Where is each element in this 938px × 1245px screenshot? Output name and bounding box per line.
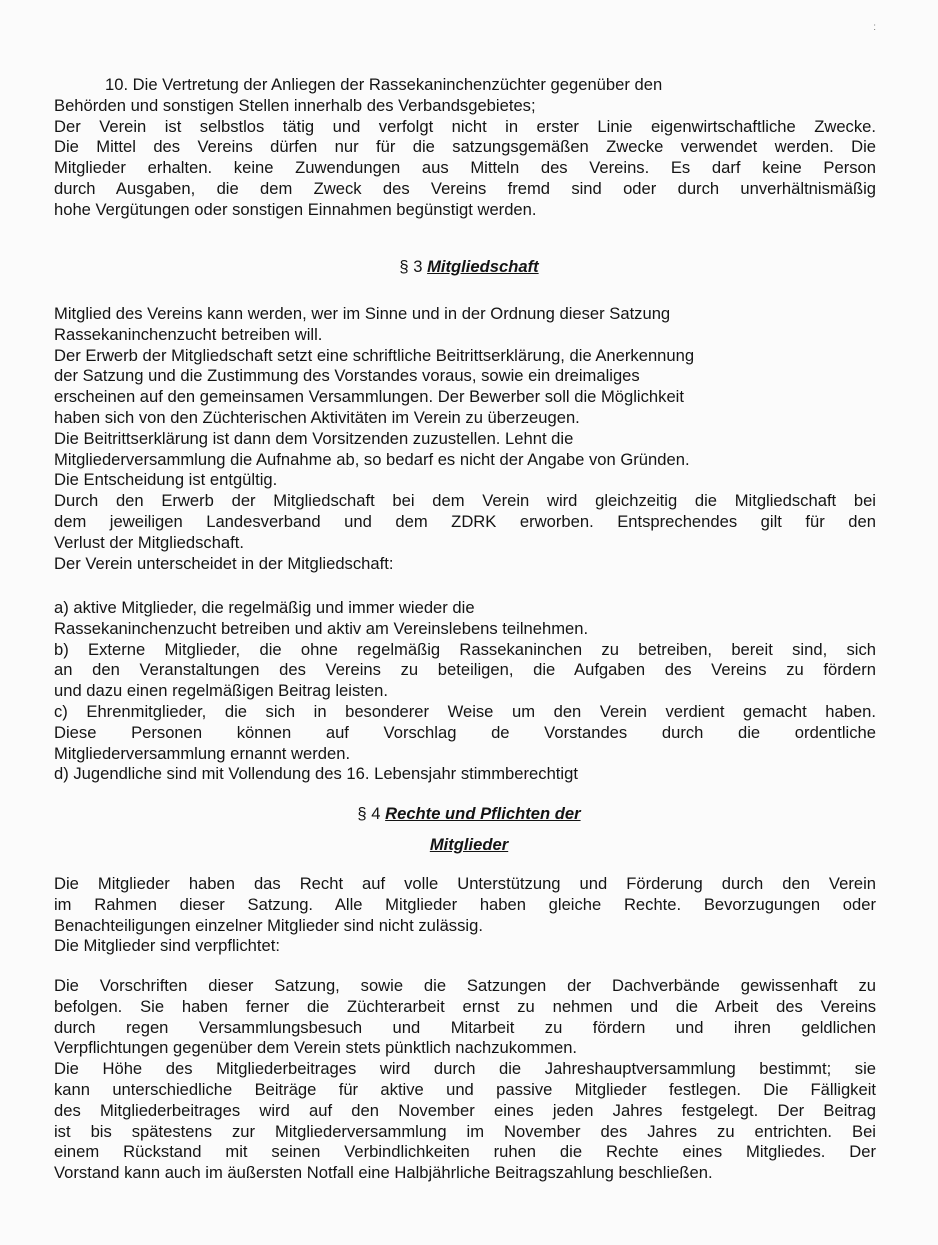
- text-line: Die Mitglieder sind verpflichtet:: [54, 936, 280, 956]
- text-line: Verpflichtungen gegenüber dem Verein stets pünktlich nachzukommen.: [54, 1038, 578, 1058]
- text-line: der Satzung und die Zustimmung des Vorstandes voraus, sowie ein dreimaliges: [54, 366, 640, 386]
- list-item: b) Externe Mitglieder, die ohne regelmäßig Rassekaninchen zu betreiben, bereit sind, sich: [54, 639, 876, 659]
- text-line: Die Vorschriften dieser Satzung, sowie die Satzungen der Dachverbände gewissenhaft zu: [54, 976, 876, 995]
- list-item: c) Ehrenmitglieder, die sich in besonderer Weise um den Verein verdient gemacht haben.: [54, 701, 876, 721]
- text-line: Benachteiligungen einzelner Mitglieder sind nicht zulässig.: [54, 915, 483, 935]
- text-line: ist bis spätestens zur Mitgliederversammlung im November des Jahres zu entrichten. Bei: [54, 1121, 876, 1141]
- text-line: Mitglied des Vereins kann werden, wer im Sinne und in der Ordnung dieser Satzung: [54, 304, 671, 323]
- list-item: d) Jugendliche sind mit Vollendung des 16. Lebensjahr stimmberechtigt: [54, 764, 578, 784]
- section-number: § 4: [357, 804, 381, 823]
- text-line: des Mitgliederbeitrages wird auf den November eines jeden Jahres festgelegt. Der Beitrag: [54, 1100, 876, 1120]
- text-line: erscheinen auf den gemeinsamen Versammlungen. Der Bewerber soll die Möglichkeit: [54, 387, 684, 407]
- list-item: Rassekaninchenzucht betreiben und aktiv am Vereinslebens teilnehmen.: [54, 618, 589, 638]
- text-line: Durch den Erwerb der Mitgliedschaft bei dem Verein wird gleichzeitig die Mitgliedschaft bei: [54, 491, 876, 511]
- corner-mark: :: [873, 22, 876, 33]
- section-title: Mitglieder: [429, 835, 509, 854]
- text-line: Die Höhe des Mitgliederbeitrages wird durch die Jahreshauptversammlung bestimmt; sie: [54, 1059, 876, 1079]
- text-line: Mitgliederversammlung die Aufnahme ab, so bedarf es nicht der Angabe von Gründen.: [54, 449, 690, 469]
- text-line: Der Verein unterscheidet in der Mitgliedschaft:: [54, 553, 394, 573]
- text-line: kann unterschiedliche Beiträge für aktive und passive Mitglieder festlegen. Die Fälligkeit: [54, 1079, 876, 1099]
- text-line: hohe Vergütungen oder sonstigen Einnahmen begünstigt werden.: [54, 199, 537, 219]
- text-line: Die Mitglieder haben das Recht auf volle Unterstützung und Förderung durch den Verein: [54, 874, 876, 893]
- text-line: Der Erwerb der Mitgliedschaft setzt eine schriftliche Beitrittserklärung, die Anerkennung: [54, 345, 695, 365]
- list-item: Diese Personen können auf Vorschlag de Vorstandes durch die ordentliche: [54, 722, 876, 742]
- section-4-heading: [0, 804, 938, 825]
- section-3-body: [54, 304, 876, 574]
- section-4-duties: [54, 976, 876, 1184]
- text-line: Mitglieder erhalten. keine Zuwendungen aus Mitteln des Vereins. Es darf keine Person: [54, 158, 876, 178]
- text-line: 10. Die Vertretung der Anliegen der Rassekaninchenzüchter gegenüber den: [105, 75, 663, 94]
- text-line: durch Ausgaben, die dem Zweck des Vereins fremd sind oder durch unverhältnismäßig: [54, 178, 876, 198]
- text-line: dem jeweiligen Landesverband und dem ZDRK erworben. Entsprechendes gilt für den: [54, 511, 876, 531]
- text-line: Rassekaninchenzucht betreiben will.: [54, 324, 323, 344]
- list-item: und dazu einen regelmäßigen Beitrag leisten.: [54, 681, 388, 701]
- list-item: a) aktive Mitglieder, die regelmäßig und immer wieder die: [54, 598, 475, 617]
- text-line: durch regen Versammlungsbesuch und Mitarbeit zu fördern und ihren geldlichen: [54, 1017, 876, 1037]
- text-line: haben sich von den Züchterischen Aktivitäten im Verein zu überzeugen.: [54, 407, 580, 427]
- section-title: Mitgliedschaft: [427, 257, 539, 276]
- section-number: § 3: [399, 257, 423, 276]
- text-line: einem Rückstand mit seinen Verbindlichkeiten ruhen die Rechte eines Mitgliedes. Der: [54, 1142, 876, 1162]
- text-line: Die Beitrittserklärung ist dann dem Vorsitzenden zuzustellen. Lehnt die: [54, 428, 574, 448]
- text-line: im Rahmen dieser Satzung. Alle Mitglieder haben gleiche Rechte. Bevorzugungen oder: [54, 894, 876, 914]
- purpose-section: [54, 75, 876, 221]
- text-line: Vorstand kann auch im äußersten Notfall eine Halbjährliche Beitragszahlung beschließen.: [54, 1163, 713, 1183]
- text-line: Die Entscheidung ist entgültig.: [54, 470, 278, 490]
- section-3-heading: [0, 257, 938, 278]
- section-4-body: [54, 874, 876, 957]
- section-title: Rechte und Pflichten der: [385, 804, 581, 823]
- text-line: Die Mittel des Vereins dürfen nur für die satzungsgemäßen Zwecke verwendet werden. Die: [54, 137, 876, 157]
- list-item: an den Veranstaltungen des Vereins zu beteiligen, die Aufgaben des Vereins zu fördern: [54, 660, 876, 680]
- text-line: Verlust der Mitgliedschaft.: [54, 532, 244, 552]
- text-line: Behörden und sonstigen Stellen innerhalb des Verbandsgebietes;: [54, 95, 536, 115]
- text-line: Der Verein ist selbstlos tätig und verfolgt nicht in erster Linie eigenwirtschaftliche Zwecke.: [54, 116, 876, 136]
- section-4-heading-line2: [0, 835, 938, 856]
- text-line: befolgen. Sie haben ferner die Züchterarbeit ernst zu nehmen und die Arbeit des Vereins: [54, 996, 876, 1016]
- list-item: Mitgliederversammlung ernannt werden.: [54, 743, 351, 763]
- membership-types-list: [54, 598, 876, 785]
